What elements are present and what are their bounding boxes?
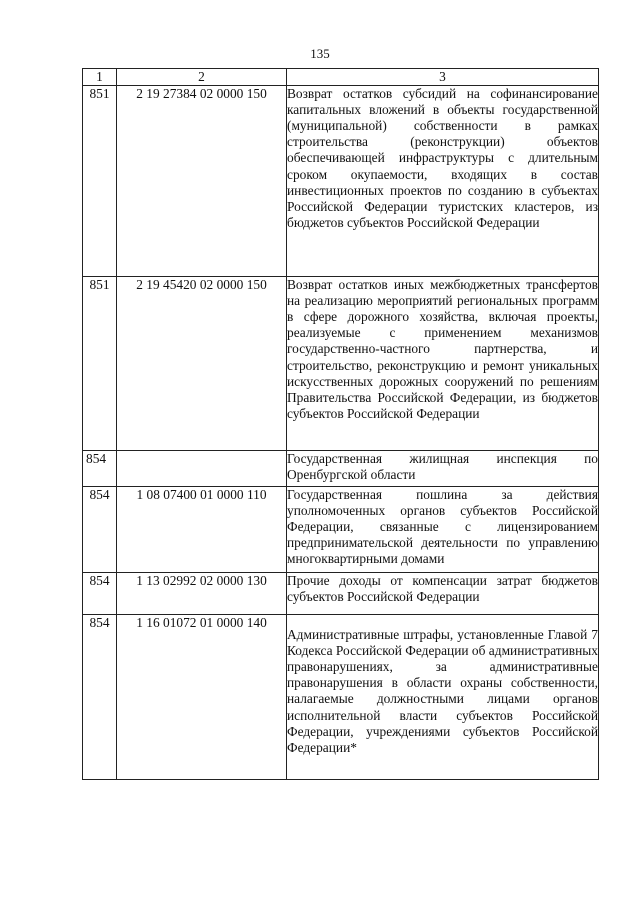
table-header-row (83, 69, 599, 86)
table-row (83, 277, 599, 451)
admin-code-cell: 854 (83, 573, 117, 615)
description-cell (287, 573, 599, 615)
section-title-text: Государственная жилищная инспекция по Оренбургской области (287, 451, 598, 483)
header-col-3: 3 (287, 69, 599, 86)
description-cell (287, 277, 599, 451)
description-text: Прочие доходы от компенсации затрат бюджетов субъектов Российской Федерации (287, 573, 598, 605)
kbk-code-cell: 2 19 27384 02 0000 150 (117, 86, 287, 277)
header-col-2: 2 (117, 69, 287, 86)
kbk-code-cell: 2 19 45420 02 0000 150 (117, 277, 287, 451)
header-col-1: 1 (83, 69, 117, 86)
admin-code-cell: 851 (83, 277, 117, 451)
table-row (83, 86, 599, 277)
table-row (83, 615, 599, 780)
description-text: Административные штрафы, установленные Главой 7 Кодекса Российской Федерации об административных правонарушениях, за административные правонарушения в области охраны собственности, налагаемые должностными лицами органов исполнительной власти субъектов Российской Федерации, учреждениями субъектов Российской Федерации* (287, 627, 598, 755)
admin-code-cell: 854 (83, 451, 117, 487)
section-title-cell (287, 451, 599, 487)
kbk-code-cell: 1 08 07400 01 0000 110 (117, 487, 287, 573)
kbk-code-cell: 1 16 01072 01 0000 140 (117, 615, 287, 780)
table-row (83, 573, 599, 615)
admin-code-cell: 854 (83, 615, 117, 780)
kbk-code-cell: 1 13 02992 02 0000 130 (117, 573, 287, 615)
kbk-code-cell (117, 451, 287, 487)
page-number: 135 (310, 46, 330, 61)
table-row (83, 487, 599, 573)
description-text: Возврат остатков иных межбюджетных трансфертов на реализацию мероприятий региональных программ в сфере дорожного хозяйства, включая проекты, реализуемые с применением механизмов государственно-частного партнерства, и строительство, реконструкцию и ремонт уникальных искусственных дорожных сооружений по решениям Правительства Российской Федерации, из бюджетов субъектов Российской Федерации (287, 277, 598, 421)
description-cell (287, 615, 599, 780)
kbk-table (82, 68, 599, 780)
description-text: Возврат остатков субсидий на софинансирование капитальных вложений в объекты государственной (муниципальной) собственности в рамках строительства (реконструкции) объектов обеспечивающей инфраструктуры с длительным сроком окупаемости, входящих в состав инвестиционных проектов по созданию в субъектах Российской Федерации туристских кластеров, из бюджетов субъектов Российской Федерации (287, 86, 598, 230)
admin-code-cell: 851 (83, 86, 117, 277)
admin-code-cell: 854 (83, 487, 117, 573)
description-text: Государственная пошлина за действия уполномоченных органов субъектов Российской Федерации, связанные с лицензированием предпринимательской деятельности по управлению многоквартирными домами (287, 487, 598, 567)
table-row-section (83, 451, 599, 487)
description-cell (287, 487, 599, 573)
description-cell (287, 86, 599, 277)
